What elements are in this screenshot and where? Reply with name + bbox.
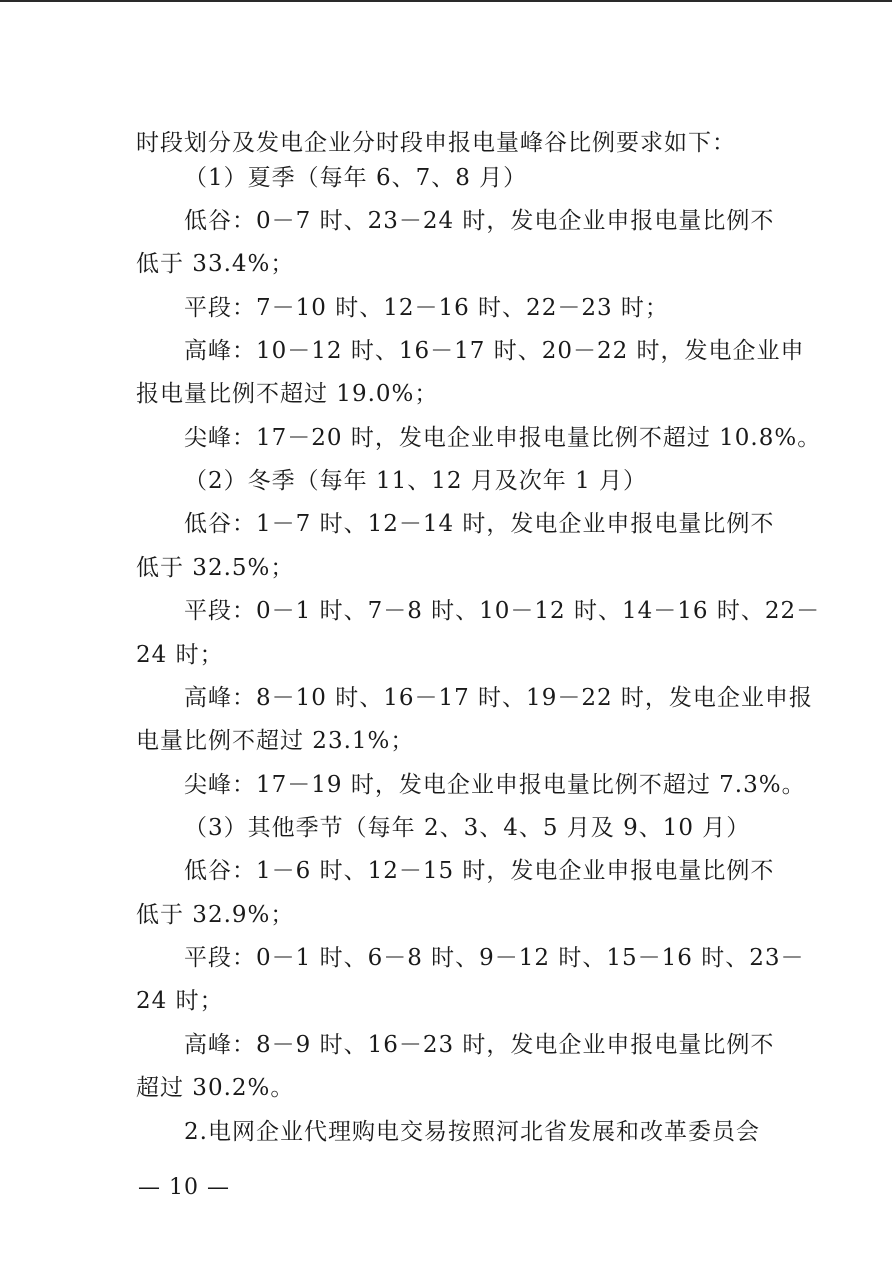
page-top-border	[0, 0, 892, 2]
text-line: 低于 32.9%；	[136, 902, 295, 928]
page-number: — 10 —	[138, 1175, 230, 1200]
text-line: 尖峰：17－19 时，发电企业申报电量比例不超过 7.3%。	[184, 772, 806, 798]
text-line: 24 时；	[136, 988, 224, 1014]
text-line: 时段划分及发电企业分时段申报电量峰谷比例要求如下：	[136, 130, 736, 156]
text-line: 电量比例不超过 23.1%；	[136, 728, 415, 754]
section-heading-summer: （1）夏季（每年 6、7、8 月）	[184, 165, 528, 191]
section-heading-other-seasons: （3）其他季节（每年 2、3、4、5 月及 9、10 月）	[184, 815, 751, 841]
text-line: 尖峰：17－20 时，发电企业申报电量比例不超过 10.8%。	[184, 425, 822, 451]
text-line: 平段：0－1 时、6－8 时、9－12 时、15－16 时、23－	[184, 945, 805, 971]
text-line: 24 时；	[136, 642, 224, 668]
text-line: 报电量比例不超过 19.0%；	[136, 381, 439, 407]
text-line: 高峰：10－12 时、16－17 时、20－22 时，发电企业申	[184, 338, 805, 364]
text-line: 2.电网企业代理购电交易按照河北省发展和改革委员会	[184, 1119, 760, 1145]
text-line: 高峰：8－9 时、16－23 时，发电企业申报电量比例不	[184, 1032, 775, 1058]
text-line: 低谷：1－6 时、12－15 时，发电企业申报电量比例不	[184, 858, 775, 884]
text-line: 超过 30.2%。	[136, 1075, 295, 1101]
text-line: 低于 33.4%；	[136, 251, 295, 277]
text-line: 平段：0－1 时、7－8 时、10－12 时、14－16 时、22－	[184, 598, 821, 624]
text-line: 低于 32.5%；	[136, 555, 295, 581]
text-line: 低谷：1－7 时、12－14 时，发电企业申报电量比例不	[184, 511, 775, 537]
text-line: 低谷：0－7 时、23－24 时，发电企业申报电量比例不	[184, 208, 775, 234]
section-heading-winter: （2）冬季（每年 11、12 月及次年 1 月）	[184, 468, 648, 494]
text-line: 高峰：8－10 时、16－17 时、19－22 时，发电企业申报	[184, 685, 813, 711]
text-line: 平段：7－10 时、12－16 时、22－23 时；	[184, 295, 669, 321]
